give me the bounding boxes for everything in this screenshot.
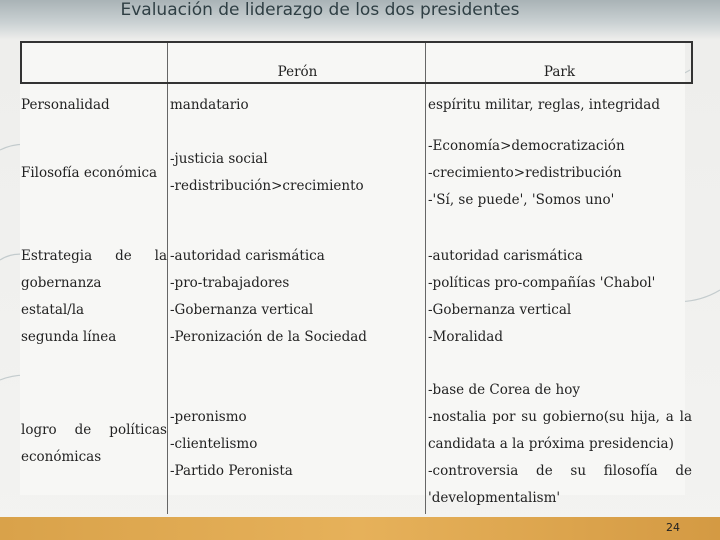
- row-label: logro de políticas económicas: [21, 422, 167, 465]
- peron-cell: mandatario: [168, 83, 426, 127]
- row-estrategia: [21, 219, 692, 374]
- row-label: Estrategia de la gobernanza estatal/la segunda línea: [21, 247, 167, 345]
- row-filosofia: [21, 127, 692, 219]
- park-cell: -base de Corea de hoy -nostalia por su gobierno(su hija, a la candidata a la próxima presidencia) -controversia de su filosofía de 'developmentalism': [426, 374, 693, 514]
- row-logro: [21, 374, 692, 514]
- park-cell: espíritu militar, reglas, integridad: [426, 83, 693, 127]
- park-cell: -Economía>democratización -crecimiento>redistribución -'Sí, se puede', 'Somos uno': [426, 127, 693, 219]
- table-header-row: [21, 42, 692, 83]
- peron-cell: -autoridad carismática -pro-trabajadores -Gobernanza vertical -Peronización de la Sociedad: [168, 219, 426, 374]
- park-cell: -autoridad carismática -políticas pro-compañías 'Chabol' -Gobernanza vertical -Moralidad: [426, 219, 693, 374]
- row-label: Personalidad: [21, 97, 110, 113]
- header-park: Park: [426, 42, 693, 83]
- row-personalidad: [21, 83, 692, 127]
- slide-title: Evaluación de liderazgo de los dos presidentes: [120, 0, 520, 20]
- footer-band: [0, 517, 720, 540]
- row-label: Filosofía económica: [21, 164, 158, 181]
- peron-cell: -peronismo -clientelismo -Partido Peronista: [168, 374, 426, 514]
- comparison-table: [20, 41, 692, 506]
- header-peron: Perón: [168, 42, 426, 83]
- header-empty: [21, 42, 168, 83]
- page-number: 24: [666, 521, 680, 534]
- peron-cell: -justicia social -redistribución>crecimiento: [168, 127, 426, 219]
